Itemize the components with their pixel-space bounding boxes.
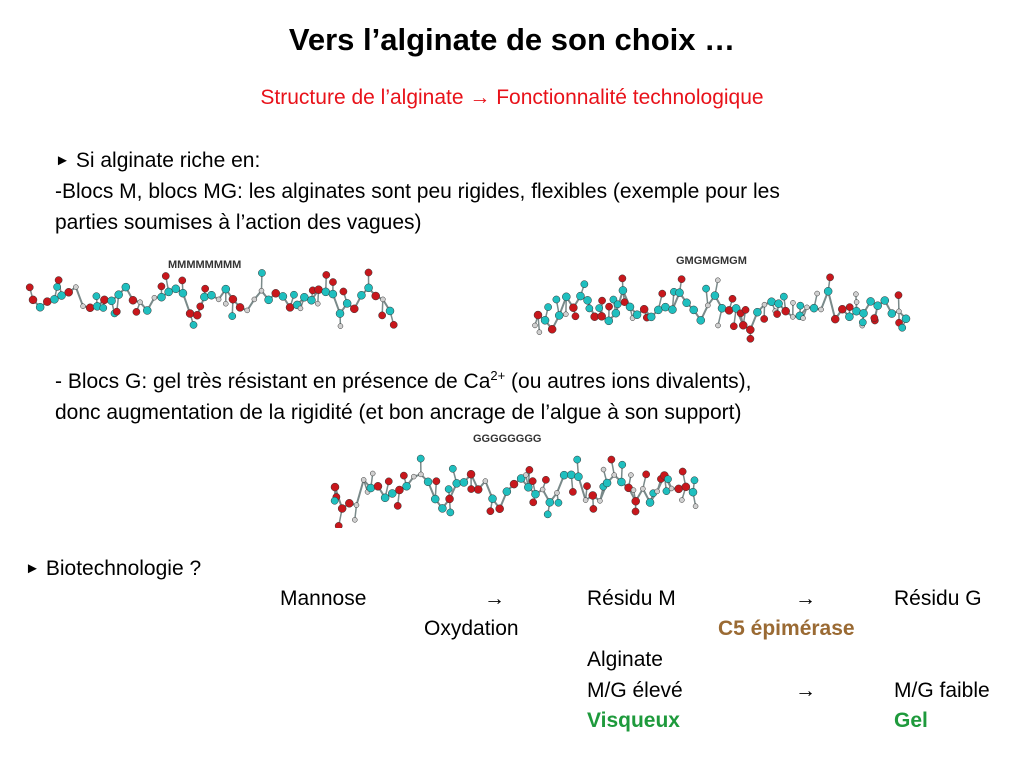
molecule-atom (804, 305, 809, 310)
molecule-atom (385, 478, 392, 485)
molecule-atom (100, 304, 107, 311)
molecule-atom (259, 288, 264, 293)
molecule-atom (572, 313, 579, 320)
molecule-atom (93, 293, 100, 300)
molecule-atom (252, 297, 257, 302)
molecule-atom (545, 303, 552, 310)
molecule-atom (591, 313, 599, 321)
molecule-atom (541, 316, 549, 324)
molecule-atom (598, 312, 606, 320)
molecule-atom (702, 285, 709, 292)
molecule-atom (867, 297, 875, 305)
molecule-atom (729, 295, 736, 302)
molecule-atom (354, 503, 359, 508)
molecule-atom (679, 468, 686, 475)
molecule-atom (336, 310, 344, 318)
molecule-atom (54, 283, 61, 290)
molecule-atom (468, 485, 475, 492)
molecule-atom (619, 286, 627, 294)
molecule-atom (619, 461, 626, 468)
molecule-atom (298, 306, 303, 311)
molecule-atom (718, 304, 726, 312)
molecule-atom (453, 479, 461, 487)
molecule-atom (640, 486, 645, 491)
molecule-atom (29, 296, 37, 304)
molecule-atom (716, 323, 721, 328)
section2-line2: donc augmentation de la rigidité (et bon ancrage de l’algue à son support) (55, 401, 742, 424)
molecule-atom (640, 305, 648, 313)
molecule-atom (608, 456, 615, 463)
mg-faible-label: M/G faible (894, 679, 990, 702)
molecule-atom (669, 486, 674, 491)
molecule-atom (560, 471, 568, 479)
molecule-atom (838, 305, 846, 313)
molecule-atom (790, 300, 795, 305)
molecule-atom (617, 478, 625, 486)
molecule-atom (690, 306, 698, 314)
molecule-atom (335, 522, 342, 528)
mannose-label: Mannose (280, 587, 367, 610)
molecule-atom (530, 499, 537, 506)
molecule-atom (58, 292, 66, 300)
molecule-atom (529, 478, 536, 485)
c5-epimerase-label: C5 épimérase (718, 617, 855, 640)
molecule-atom (158, 283, 165, 290)
molecule-atom (172, 285, 180, 293)
slide-title: Vers l’alginate de son choix … (288, 22, 736, 57)
molecule-atom (584, 296, 592, 304)
molecule-atom (555, 499, 562, 506)
molecule-atom (55, 277, 62, 284)
molecule-atom (361, 477, 366, 482)
molecule-atom (526, 466, 533, 473)
section2-line1-pre: - Blocs G: gel très résistant en présence de Ca (55, 370, 491, 393)
molecule-atom (668, 306, 676, 314)
molecule-atom (460, 478, 468, 486)
molecule-atom (654, 306, 662, 314)
molecule-atom (633, 311, 641, 319)
molecule-atom (553, 296, 560, 303)
molecule-atom (747, 335, 754, 342)
molecule-atom (871, 314, 878, 321)
molecule-atom (540, 487, 545, 492)
molecule-atom (186, 310, 194, 318)
molecule-atom (315, 301, 320, 306)
molecule-atom (537, 330, 542, 335)
molecule-atom (859, 319, 866, 326)
molecule-atom (43, 298, 51, 306)
molecule-atom (589, 491, 597, 499)
section3-heading: Biotechnologie ? (45, 557, 202, 580)
molecule-atom (374, 482, 382, 490)
molecule-atom (197, 303, 204, 310)
molecule-atom (65, 288, 73, 296)
molecule-atom (555, 311, 563, 319)
molecule-atom (216, 297, 221, 302)
arrow-mg: → (795, 679, 816, 702)
molecule-atom (742, 306, 749, 313)
molecule-atom (162, 272, 169, 279)
molecule-bond (356, 480, 363, 505)
molecule-atom (531, 490, 539, 498)
molecule-atom (272, 289, 280, 297)
molecule-atom (380, 297, 385, 302)
molecule-atom (746, 326, 754, 334)
molecule-atom (576, 292, 584, 300)
molecule-atom (496, 505, 504, 513)
molecule-atom (258, 269, 265, 276)
molecule-atom (265, 296, 273, 304)
molecule-atom (411, 474, 416, 479)
molecule-atom (200, 293, 208, 301)
molecule-atom (447, 509, 454, 516)
section1-line1: -Blocs M, blocs MG: les alginates sont peu rigides, flexibles (exemple pour les (55, 180, 780, 203)
molecule-atom (612, 309, 620, 317)
molecule-atom (562, 293, 570, 301)
molecule-atom (523, 473, 528, 478)
molecule-atom (780, 293, 787, 300)
slide-subtitle: Structure de l’alginate → Fonctionnalité technologique (260, 86, 764, 109)
residu-g-label: Résidu G (894, 587, 982, 610)
molecule-atom (532, 323, 537, 328)
molecule-atom (223, 301, 228, 306)
molecule-atom (646, 499, 654, 507)
molecule-atom (343, 299, 351, 307)
alginate-label: Alginate (587, 648, 663, 671)
molecule-atom (675, 485, 683, 493)
molecule-atom (597, 498, 602, 503)
molecule-atom (365, 269, 372, 276)
mm-label: MMMMMMMM (168, 259, 242, 271)
molecule-atom (691, 477, 698, 484)
molecule-atom (705, 303, 710, 308)
molecule-atom (874, 302, 882, 310)
molecule-atom (86, 304, 94, 312)
molecule-atom (661, 303, 669, 311)
molecule-atom (418, 472, 423, 477)
molecule-atom (605, 317, 613, 325)
molecule-atom (846, 304, 853, 311)
molecule-atom (563, 312, 568, 317)
molecule-atom (331, 497, 338, 504)
molecule-atom (108, 297, 116, 305)
molecule-atom (338, 324, 343, 329)
molecule-atom (100, 296, 108, 304)
molecule-atom (854, 300, 859, 305)
molecule-atom (596, 304, 603, 311)
molecule-atom (487, 508, 494, 515)
molecule-atom (179, 277, 186, 284)
molecule-atom (474, 486, 482, 494)
molecule-atom (569, 304, 577, 312)
section1-line2: parties soumises à l’action des vagues) (55, 211, 422, 234)
molecule-atom (790, 314, 795, 319)
molecule-atom (598, 297, 605, 304)
molecule-atom (725, 306, 733, 314)
section3-heading-row (25, 553, 201, 584)
visqueux-label: Visqueux (587, 709, 680, 732)
molecule-atom (612, 473, 617, 478)
molecule-atom (711, 292, 719, 300)
molecule-atom (831, 315, 839, 323)
molecule-atom (417, 455, 424, 462)
molecule-atom (190, 321, 197, 328)
oxydation-label: Oxydation (424, 617, 519, 640)
molecule-atom (676, 289, 684, 297)
molecule-atom (768, 298, 776, 306)
molecule-atom (826, 274, 833, 281)
molecule-atom (431, 495, 439, 503)
molecule-atom (647, 313, 655, 321)
molecule-atom (643, 471, 650, 478)
molecule-atom (323, 271, 330, 278)
molecule-atom (386, 307, 394, 315)
molecule-atom (797, 302, 804, 309)
molecule-atom (202, 285, 209, 292)
molecule-atom (775, 300, 783, 308)
molecule-atom (133, 308, 140, 315)
molecule-atom (315, 286, 323, 294)
molecule-atom (503, 488, 511, 496)
molecule-atom (619, 275, 626, 282)
gm-label: GMGMGMGM (676, 255, 747, 267)
gg-label: GGGGGGGG (473, 433, 542, 445)
molecule-atom (329, 278, 336, 285)
molecule-atom (774, 310, 781, 317)
molecule-atom (222, 285, 230, 293)
molecule-atom (370, 471, 375, 476)
molecule-atom (860, 309, 868, 317)
molecule-atom (605, 303, 612, 310)
molecule-atom (467, 470, 475, 478)
molecule-atom (379, 312, 386, 319)
molecule-atom (801, 316, 806, 321)
molecule-atom (574, 473, 582, 481)
molecule-atom (394, 502, 401, 509)
molecule-atom (138, 300, 143, 305)
molecule-atom (678, 276, 685, 283)
molecule-atom (229, 295, 237, 303)
molecule-atom (365, 284, 373, 292)
molecule-atom (697, 316, 705, 324)
molecule-atom (888, 310, 896, 318)
molecule-atom (567, 471, 575, 479)
molecule-atom (583, 482, 590, 489)
molecule-atom (614, 301, 621, 308)
molecule-atom (300, 293, 308, 301)
residu-m-label: Résidu M (587, 587, 676, 610)
molecule-atom (357, 291, 365, 299)
molecule-atom (179, 289, 187, 297)
molecule-atom (165, 288, 173, 296)
molecule-atom (449, 465, 456, 472)
molecule-atom (36, 303, 44, 311)
section2-line1-post: (ou autres ions divalents), (505, 370, 752, 393)
molecule-atom (679, 498, 684, 503)
molecule-atom (581, 281, 588, 288)
molecule-atom (693, 504, 698, 509)
molecule-atom (632, 508, 639, 515)
molecule-atom (50, 295, 58, 303)
molecule-atom (489, 495, 497, 503)
molecule-atom (113, 308, 120, 315)
molecule-atom (626, 303, 634, 311)
molecule-atom (403, 482, 411, 490)
molecule-atom (810, 304, 818, 312)
molecule-atom (631, 488, 636, 493)
molecule-atom (546, 498, 554, 506)
molecule-atom (819, 307, 824, 312)
molecule-atom (682, 483, 690, 491)
section1 (55, 145, 780, 238)
molecule-atom (534, 311, 542, 319)
molecule-atom (345, 499, 353, 507)
molecule-atom (896, 309, 901, 314)
molecule-atom (445, 486, 452, 493)
molecule-atom (388, 489, 396, 497)
molecule-atom (433, 478, 440, 485)
molecule-atom (122, 283, 130, 291)
section2 (55, 360, 752, 428)
molecule-atom (782, 307, 790, 315)
molecule-atom (424, 478, 432, 486)
molecule-atom (590, 505, 597, 512)
mmmmmmmm-molecule-image (25, 250, 400, 332)
molecule-atom (601, 467, 606, 472)
molecule-atom (895, 292, 902, 299)
molecule-atom (544, 511, 551, 518)
molecule-atom (689, 488, 697, 496)
molecule-atom (245, 308, 250, 313)
molecule-atom (115, 291, 123, 299)
molecule-atom (753, 308, 761, 316)
right-arrowhead-icon: ► (25, 560, 40, 577)
molecule-atom (664, 476, 671, 483)
molecule-atom (381, 494, 389, 502)
molecule-atom (329, 290, 337, 298)
section1-heading: Si alginate riche en: (75, 149, 261, 172)
molecule-atom (554, 490, 559, 495)
molecule-atom (338, 505, 346, 513)
molecule-atom (286, 303, 294, 311)
molecule-atom (352, 517, 357, 522)
gel-label: Gel (894, 709, 928, 732)
molecule-atom (193, 311, 201, 319)
molecule-atom (542, 476, 549, 483)
molecule-atom (80, 304, 85, 309)
molecule-atom (279, 292, 287, 300)
molecule-atom (569, 488, 576, 495)
molecule-atom (331, 483, 339, 491)
molecule-atom (26, 284, 33, 291)
molecule-atom (395, 486, 403, 494)
gggggggg-molecule-image (325, 428, 700, 528)
molecule-atom (152, 295, 157, 300)
molecule-atom (574, 456, 581, 463)
molecule-atom (143, 306, 151, 314)
calcium-charge: 2+ (490, 368, 506, 383)
molecule-atom (367, 484, 375, 492)
molecule-atom (548, 325, 556, 333)
arrow-mannose-to-m: → (484, 587, 505, 610)
molecule-atom (715, 278, 720, 283)
molecule-atom (208, 291, 216, 299)
molecule-atom (824, 287, 832, 295)
molecule-atom (510, 480, 518, 488)
molecule-atom (290, 291, 297, 298)
molecule-atom (628, 473, 633, 478)
molecule-atom (632, 497, 640, 505)
molecule-atom (73, 285, 78, 290)
molecule-atom (899, 324, 906, 331)
molecule-atom (853, 292, 858, 297)
molecule-atom (659, 290, 666, 297)
molecule-atom (400, 472, 407, 479)
molecule-bond (76, 287, 83, 306)
molecule-atom (158, 293, 166, 301)
molecule-atom (236, 303, 244, 311)
molecule-atom (902, 315, 910, 323)
molecule-atom (372, 292, 380, 300)
molecule-atom (845, 313, 853, 321)
mg-eleve-label: M/G élevé (587, 679, 683, 702)
molecule-atom (438, 504, 446, 512)
molecule-atom (761, 315, 768, 322)
molecule-atom (129, 296, 137, 304)
molecule-atom (603, 479, 611, 487)
molecule-atom (446, 495, 454, 503)
molecule-atom (762, 302, 767, 307)
molecule-bond (828, 291, 835, 319)
molecule-atom (739, 321, 747, 329)
molecule-atom (322, 288, 330, 296)
molecule-atom (683, 299, 691, 307)
molecule-atom (583, 498, 588, 503)
molecule-atom (586, 305, 593, 312)
gmgmgmgm-molecule-image (528, 250, 913, 350)
molecule-atom (350, 305, 358, 313)
molecule-atom (815, 291, 820, 296)
molecule-atom (730, 323, 737, 330)
molecule-atom (852, 307, 860, 315)
molecule-atom (340, 288, 347, 295)
molecule-atom (881, 297, 889, 305)
molecule-atom (229, 313, 236, 320)
arrow-m-to-g: → (795, 587, 816, 610)
molecule-atom (390, 321, 397, 328)
molecule-atom (655, 489, 660, 494)
molecule-atom (483, 479, 488, 484)
molecule-atom (307, 296, 315, 304)
right-arrowhead-icon: ► (55, 152, 70, 169)
